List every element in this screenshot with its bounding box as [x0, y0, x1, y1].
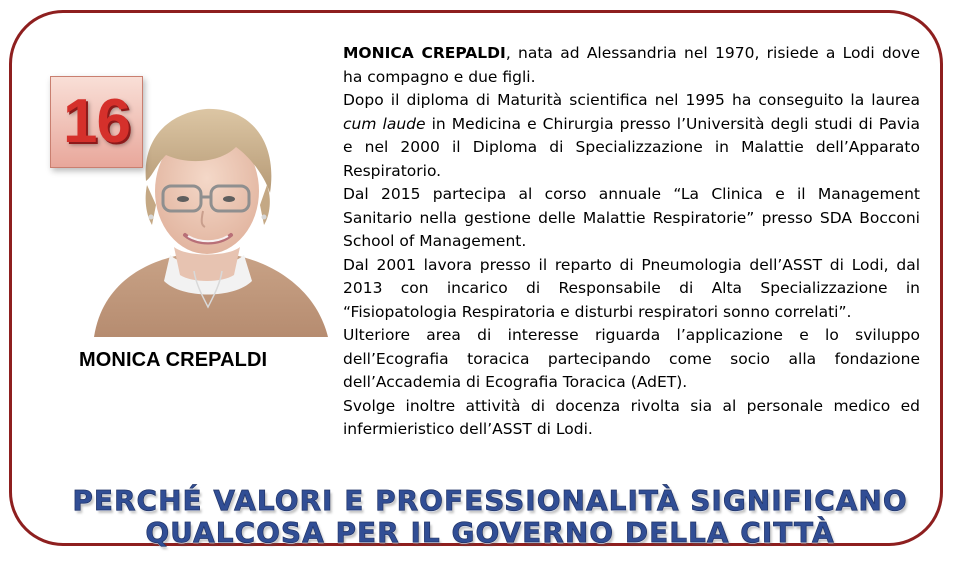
candidate-biography [343, 42, 920, 442]
candidate-number-badge [50, 76, 143, 168]
campaign-slogan [60, 485, 920, 549]
bio-paragraph-career: Dal 2001 lavora presso il reparto di Pneumologia dell’ASST di Lodi, dal 2013 con incarico di Responsabile di Alta Specializzazione in “Fisiopatologia Respiratoria e disturbi respiratori sonno correlati”. [343, 255, 920, 321]
bio-paragraph-research: Ulteriore area di interesse riguarda l’applicazione e lo sviluppo dell’Ecografia toracica partecipando come socio alla fondazione dell’Accademia di Ecografia Toracica (AdET). [343, 326, 920, 391]
profile-card [9, 10, 943, 549]
bio-education-text-end: in Medicina e Chirurgia presso l’Università degli studi di Pavia e nel 2000 il Diploma di Specializzazione in Malattie dell’Apparato Respiratorio. [343, 114, 921, 180]
bio-paragraph-intro [343, 42, 920, 89]
slogan-line-2: QUALCOSA PER IL GOVERNO DELLA CITTÀ [145, 516, 835, 549]
bio-intro-text: , nata ad Alessandria nel 1970, risiede a Lodi dove ha compagno e due figli. [343, 44, 920, 86]
bio-honors-phrase: cum laude [343, 114, 426, 133]
bio-education-text-start: Dopo il diploma di Maturità scientifica nel 1995 ha conseguito la laurea [343, 91, 920, 109]
bio-paragraph-teaching: Svolge inoltre attività di docenza rivolta sia al personale medico ed infermieristico dell’ASST di Lodi. [343, 396, 920, 438]
bio-paragraph-education [343, 89, 920, 183]
bio-candidate-name: MONICA CREPALDI [343, 44, 506, 62]
candidate-number: 16 [63, 87, 130, 156]
slogan-line-1: PERCHÉ VALORI E PROFESSIONALITÀ SIGNIFICANO [72, 484, 908, 517]
candidate-name-label: MONICA CREPALDI [79, 349, 268, 371]
bio-paragraph-management: Dal 2015 partecipa al corso annuale “La Clinica e il Management Sanitario nella gestione delle Malattie Respiratorie” presso SDA Bocconi School of Management. [343, 185, 920, 250]
